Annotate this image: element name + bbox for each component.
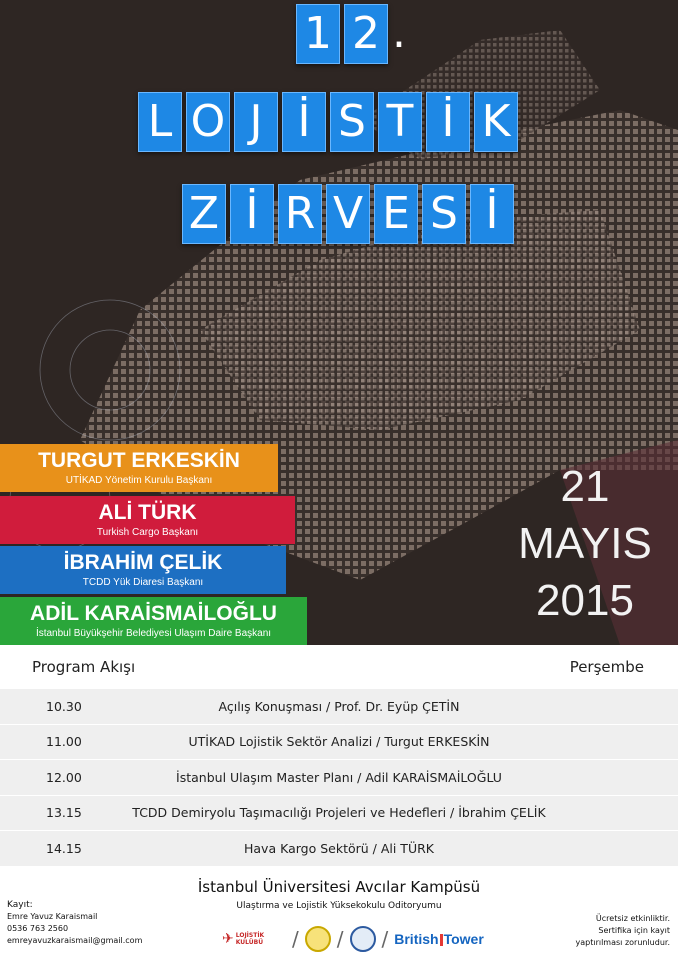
- note-line: Sertifika için kayıt: [598, 926, 670, 935]
- speaker-card-ibrahim: [0, 546, 286, 594]
- speaker-card-ali: [0, 496, 295, 544]
- program-row: [0, 795, 678, 831]
- program-time: 13.15: [46, 805, 82, 821]
- contact-phone: 0536 763 2560: [7, 924, 69, 933]
- program-topic: Açılış Konuşması / Prof. Dr. Eyüp ÇETİN: [218, 698, 460, 714]
- title-tile: İ: [282, 92, 326, 152]
- speaker-role: İstanbul Büyükşehir Belediyesi Ulaşım Daire Başkanı: [35, 628, 272, 639]
- title-tile: J: [234, 92, 278, 152]
- program-topic: Hava Kargo Sektörü / Ali TÜRK: [244, 840, 434, 856]
- program-time: 12.00: [46, 769, 82, 785]
- lojistik-kulubu-logo: [222, 931, 286, 947]
- title-line-3: [182, 184, 514, 244]
- contact-email[interactable]: emreyavuzkaraismail@gmail.com: [7, 936, 143, 945]
- title-tile: S: [330, 92, 374, 152]
- speaker-role: UTİKAD Yönetim Kurulu Başkanı: [65, 475, 213, 486]
- speaker-role: Turkish Cargo Başkanı: [96, 527, 199, 538]
- club-mark-icon: ✈: [222, 931, 234, 947]
- school-seal-icon: [350, 926, 376, 952]
- note-line: Ücretsiz etkinliktir.: [595, 914, 670, 923]
- speaker-name: ALİ TÜRK: [98, 501, 197, 524]
- university-seal-icon: [305, 926, 331, 952]
- club-logo-text: LOJİSTİK KULÜBÜ: [235, 932, 265, 946]
- logo-divider: /: [381, 927, 389, 951]
- program-heading: Program Akışı: [32, 658, 136, 676]
- tower-mark-icon: [440, 934, 443, 946]
- registration-note: [576, 913, 671, 949]
- title-tile: T: [378, 92, 422, 152]
- program-row: [0, 759, 678, 795]
- title-tile: K: [474, 92, 518, 152]
- venue-hall: Ulaştırma ve Lojistik Yüksekokulu Oditoryumu: [236, 901, 442, 911]
- program-time: 11.00: [46, 734, 82, 750]
- sponsor-name-b: Tower: [443, 931, 484, 947]
- title-tile: V: [326, 184, 370, 244]
- program-topic: TCDD Demiryolu Taşımacılığı Projeleri ve Hedefleri / İbrahim ÇELİK: [132, 805, 546, 821]
- title-line-1: [296, 4, 406, 64]
- speaker-name: ADİL KARAİSMAİLOĞLU: [30, 602, 277, 625]
- logo-divider: /: [292, 927, 299, 951]
- registration-contact: [7, 899, 142, 947]
- title-tile: E: [374, 184, 418, 244]
- program-time: 10.30: [46, 698, 82, 714]
- sponsor-logos: [222, 924, 484, 954]
- title-tile: O: [186, 92, 230, 152]
- speaker-name: TURGUT ERKESKİN: [38, 449, 240, 472]
- program-row: [0, 688, 678, 724]
- title-line-2: [138, 92, 518, 152]
- title-tile: R: [278, 184, 322, 244]
- speaker-card-turgut: [0, 444, 278, 492]
- event-date: [510, 458, 660, 629]
- date-month: MAYIS: [518, 519, 652, 568]
- title-tile: Z: [182, 184, 226, 244]
- title-tile: 1: [296, 4, 340, 64]
- british-tower-logo: [394, 931, 484, 947]
- speaker-name: İBRAHİM ÇELİK: [63, 551, 223, 574]
- title-tile: İ: [230, 184, 274, 244]
- program-schedule: [0, 646, 678, 866]
- program-row: [0, 830, 678, 866]
- date-day: 21: [560, 462, 610, 511]
- speaker-card-adil: [0, 597, 307, 645]
- title-tile: İ: [470, 184, 514, 244]
- title-tile: İ: [426, 92, 470, 152]
- contact-name: Emre Yavuz Karaismail: [7, 912, 98, 921]
- program-topic: İstanbul Ulaşım Master Planı / Adil KARAİSMAİLOĞLU: [176, 769, 502, 785]
- note-line: yaptırılması zorunludur.: [575, 938, 670, 947]
- contact-label: Kayıt:: [7, 900, 33, 910]
- title-tile: .: [392, 7, 406, 58]
- program-row: [0, 724, 678, 760]
- date-year: 2015: [536, 576, 634, 625]
- sponsor-name-a: British: [394, 931, 439, 947]
- speaker-role: TCDD Yük Diaresi Başkanı: [82, 577, 204, 588]
- title-tile: L: [138, 92, 182, 152]
- title-tile: 2: [344, 4, 388, 64]
- program-header: [0, 646, 678, 688]
- logo-divider: /: [336, 927, 344, 951]
- venue-campus: İstanbul Üniversitesi Avcılar Kampüsü: [197, 878, 481, 896]
- program-time: 14.15: [46, 840, 82, 856]
- program-topic: UTİKAD Lojistik Sektör Analizi / Turgut ERKESKİN: [188, 734, 490, 750]
- program-weekday: Perşembe: [569, 658, 644, 676]
- title-tile: S: [422, 184, 466, 244]
